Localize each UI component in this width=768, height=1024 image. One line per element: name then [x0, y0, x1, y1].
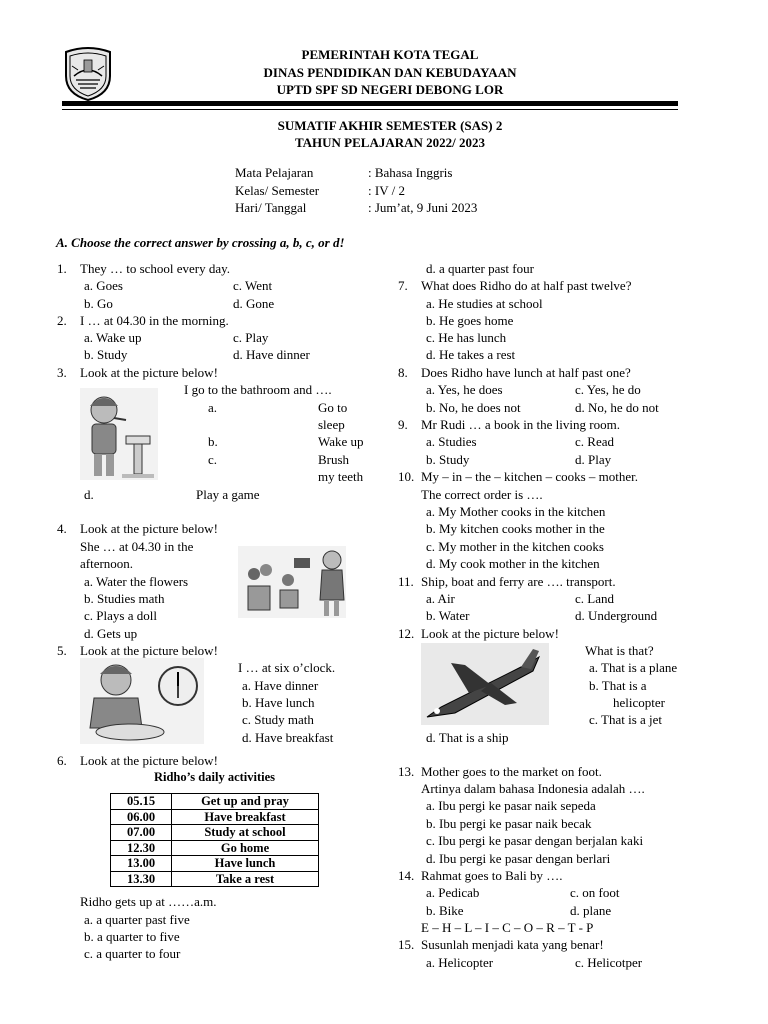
q9-number: 9. — [398, 417, 408, 432]
q14-option-b[interactable]: b. Bike — [426, 903, 464, 918]
q7-text: What does Ridho do at half past twelve? — [421, 278, 632, 293]
q4-option-c[interactable]: c. Plays a doll — [84, 608, 157, 623]
q12-text: Look at the picture below! — [421, 626, 559, 641]
q6-option-d[interactable]: d. a quarter past four — [426, 261, 534, 276]
info-value-subject: : Bahasa Inggris — [368, 165, 453, 180]
q2-option-c[interactable]: c. Play — [233, 330, 269, 345]
q3-option-b[interactable]: Wake up — [318, 434, 364, 449]
table-row: 12.30 Go home — [111, 840, 319, 856]
q3-option-a-line2[interactable]: sleep — [318, 417, 345, 432]
header-rule-thin — [62, 109, 678, 110]
daily-activities-table — [110, 793, 319, 887]
q4-sentence-line2: afternoon. — [80, 556, 134, 571]
header-rule-thick — [62, 101, 678, 106]
gov-title: PEMERINTAH KOTA TEGAL — [301, 47, 479, 62]
q2-option-d[interactable]: d. Have dinner — [233, 347, 310, 362]
q9-option-a[interactable]: a. Studies — [426, 434, 477, 449]
q5-option-b[interactable]: b. Have lunch — [242, 695, 315, 710]
table-row: 13.00 Have lunch — [111, 856, 319, 872]
q2-text: I … at 04.30 in the morning. — [80, 313, 229, 328]
q5-sentence: I … at six o’clock. — [238, 660, 336, 675]
q11-option-a[interactable]: a. Air — [426, 591, 455, 606]
q2-number: 2. — [57, 313, 67, 328]
info-label-subject: Mata Pelajaran — [235, 165, 314, 180]
q10-option-c[interactable]: c. My mother in the kitchen cooks — [426, 539, 604, 554]
q6-number: 6. — [57, 753, 67, 768]
q13-option-a[interactable]: a. Ibu pergi ke pasar naik sepeda — [426, 798, 596, 813]
q5-text: Look at the picture below! — [80, 643, 218, 658]
q15-number: 15. — [398, 937, 415, 952]
q3-option-c-line1[interactable]: Brush — [318, 452, 350, 467]
boy-eating-breakfast-clock-image — [80, 658, 204, 744]
q3-option-b-letter[interactable]: b. — [208, 434, 218, 449]
q1-option-b[interactable]: b. Go — [84, 296, 113, 311]
q4-number: 4. — [57, 521, 67, 536]
q14-number: 14. — [398, 868, 415, 883]
q4-option-a[interactable]: a. Water the flowers — [84, 574, 189, 589]
q7-option-c[interactable]: c. He has lunch — [426, 330, 507, 345]
q10-prompt: The correct order is …. — [421, 487, 543, 502]
section-instruction: A. Choose the correct answer by crossing a, b, c, or d! — [56, 235, 345, 250]
q4-option-d[interactable]: d. Gets up — [84, 626, 138, 641]
q4-text: Look at the picture below! — [80, 521, 218, 536]
q9-option-d[interactable]: d. Play — [575, 452, 612, 467]
q13-option-c[interactable]: c. Ibu pergi ke pasar dengan berjalan kaki — [426, 833, 644, 848]
q11-number: 11. — [398, 574, 414, 589]
q10-number: 10. — [398, 469, 415, 484]
q3-option-c-letter[interactable]: c. — [208, 452, 218, 467]
q11-option-b[interactable]: b. Water — [426, 608, 470, 623]
q12-option-c[interactable]: c. That is a jet — [589, 712, 663, 727]
q9-text: Mr Rudi … a book in the living room. — [421, 417, 620, 432]
q11-text: Ship, boat and ferry are …. transport. — [421, 574, 616, 589]
q3-text: Look at the picture below! — [80, 365, 218, 380]
girl-brushing-teeth-image — [80, 388, 158, 480]
q7-number: 7. — [398, 278, 408, 293]
q12-sentence: What is that? — [585, 643, 654, 658]
q6-option-a[interactable]: a. a quarter past five — [84, 912, 190, 927]
info-label-class: Kelas/ Semester — [235, 183, 320, 198]
q11-option-d[interactable]: d. Underground — [575, 608, 658, 623]
q3-number: 3. — [57, 365, 67, 380]
q1-option-a[interactable]: a. Goes — [84, 278, 123, 293]
q6-option-b[interactable]: b. a quarter to five — [84, 929, 180, 944]
q1-text: They … to school every day. — [80, 261, 231, 276]
table-row: 05.15 Get up and pray — [111, 794, 319, 810]
q3-sentence: I go to the bathroom and …. — [184, 382, 332, 397]
q13-prompt: Artinya dalam bahasa Indonesia adalah …. — [421, 781, 645, 796]
q10-option-a[interactable]: a. My Mother cooks in the kitchen — [426, 504, 606, 519]
schedule-title: Ridho’s daily activities — [153, 770, 276, 784]
q10-option-b[interactable]: b. My kitchen cooks mother in the — [426, 521, 605, 536]
q3-option-c-line2[interactable]: my teeth — [318, 469, 364, 484]
q9-option-b[interactable]: b. Study — [426, 452, 470, 467]
q2-option-a[interactable]: a. Wake up — [84, 330, 142, 345]
q14-option-c[interactable]: c. on foot — [570, 885, 620, 900]
q8-option-d[interactable]: d. No, he do not — [575, 400, 659, 415]
q1-option-d[interactable]: d. Gone — [233, 296, 275, 311]
q3-option-d[interactable]: Play a game — [196, 487, 260, 502]
q14-option-d[interactable]: d. plane — [570, 903, 612, 918]
q7-option-b[interactable]: b. He goes home — [426, 313, 514, 328]
school-year: TAHUN PELAJARAN 2022/ 2023 — [294, 135, 486, 150]
q6-text: Look at the picture below! — [80, 753, 218, 768]
city-emblem-logo — [62, 46, 114, 102]
q6-option-c[interactable]: c. a quarter to four — [84, 946, 181, 961]
q4-option-b[interactable]: b. Studies math — [84, 591, 165, 606]
exam-title: SUMATIF AKHIR SEMESTER (SAS) 2 — [277, 118, 503, 133]
q1-option-c[interactable]: c. Went — [233, 278, 273, 293]
dept-title: DINAS PENDIDIKAN DAN KEBUDAYAAN — [263, 65, 517, 80]
q13-option-b[interactable]: b. Ibu pergi ke pasar naik becak — [426, 816, 592, 831]
q8-option-b[interactable]: b. No, he does not — [426, 400, 521, 415]
info-value-date: : Jum’at, 9 Juni 2023 — [368, 200, 478, 215]
q8-option-c[interactable]: c. Yes, he do — [575, 382, 641, 397]
q5-number: 5. — [57, 643, 67, 658]
q6-question: Ridho gets up at ……a.m. — [80, 894, 217, 909]
q15-option-a[interactable]: a. Helicopter — [426, 955, 494, 970]
q12-option-b-line2[interactable]: helicopter — [613, 695, 665, 710]
airplane-image — [421, 643, 549, 725]
q2-option-b[interactable]: b. Study — [84, 347, 128, 362]
q1-number: 1. — [57, 261, 67, 276]
table-row: 13.30 Take a rest — [111, 871, 319, 887]
table-row: 06.00 Have breakfast — [111, 809, 319, 825]
q14-option-a[interactable]: a. Pedicab — [426, 885, 480, 900]
q8-option-a[interactable]: a. Yes, he does — [426, 382, 503, 397]
q14-text: Rahmat goes to Bali by …. — [421, 868, 563, 883]
table-row: 07.00 Study at school — [111, 825, 319, 841]
q4-sentence-line1: She … at 04.30 in the — [80, 539, 194, 554]
info-value-class: : IV / 2 — [368, 183, 405, 198]
info-label-date: Hari/ Tanggal — [235, 200, 307, 215]
q8-number: 8. — [398, 365, 408, 380]
q9-option-c[interactable]: c. Read — [575, 434, 614, 449]
q15-text: Susunlah menjadi kata yang benar! — [421, 937, 604, 952]
q3-option-a-letter[interactable]: a. — [208, 400, 218, 415]
q13-number: 13. — [398, 764, 415, 779]
q12-option-b-line1[interactable]: b. That is a — [589, 678, 647, 693]
q5-option-d[interactable]: d. Have breakfast — [242, 730, 334, 745]
q11-option-c[interactable]: c. Land — [575, 591, 614, 606]
q12-option-a[interactable]: a. That is a plane — [589, 660, 678, 675]
q3-option-d-letter[interactable]: d. — [84, 487, 94, 502]
girl-watering-flowers-image — [238, 546, 346, 618]
school-title: UPTD SPF SD NEGERI DEBONG LOR — [276, 82, 504, 97]
q15-option-c[interactable]: c. Helicotper — [575, 955, 643, 970]
q15-scrambled-letters: E – H – L – I – C – O – R – T - P — [421, 920, 594, 935]
q8-text: Does Ridho have lunch at half past one? — [421, 365, 631, 380]
q10-option-d[interactable]: d. My cook mother in the kitchen — [426, 556, 600, 571]
q13-option-d[interactable]: d. Ibu pergi ke pasar dengan berlari — [426, 851, 611, 866]
q10-text: My – in – the – kitchen – cooks – mother. — [421, 469, 639, 484]
q5-option-a[interactable]: a. Have dinner — [242, 678, 319, 693]
q5-option-c[interactable]: c. Study math — [242, 712, 314, 727]
q12-option-d[interactable]: d. That is a ship — [426, 730, 509, 745]
q13-text: Mother goes to the market on foot. — [421, 764, 602, 779]
q3-option-a-line1[interactable]: Go to — [318, 400, 348, 415]
q12-number: 12. — [398, 626, 415, 641]
q7-option-a[interactable]: a. He studies at school — [426, 296, 543, 311]
q7-option-d[interactable]: d. He takes a rest — [426, 347, 516, 362]
